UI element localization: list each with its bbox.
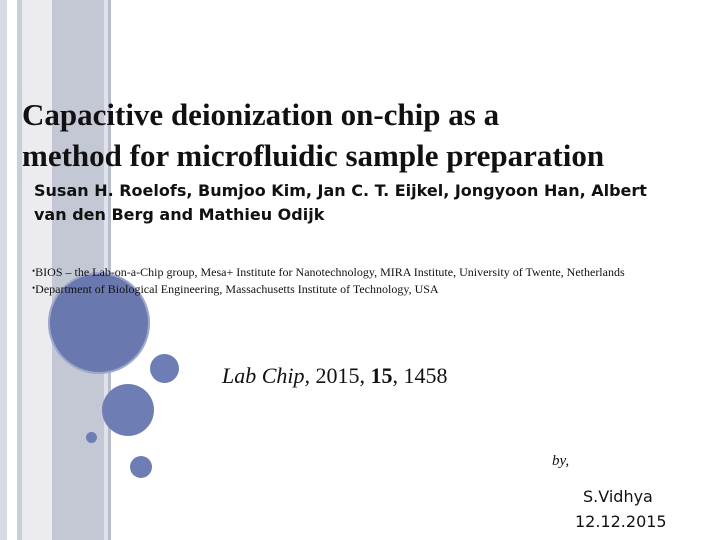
- journal-name: Lab Chip,: [222, 363, 311, 388]
- decorative-stripe: [7, 0, 17, 540]
- decorative-stripe: [0, 0, 7, 540]
- title-line-2: method for microfluidic sample preparation: [22, 138, 605, 173]
- decorative-circle-small: [150, 354, 179, 383]
- bullet-icon: •: [32, 266, 36, 276]
- affiliation-list: [32, 263, 632, 297]
- journal-citation: [222, 360, 448, 392]
- page-number: , 1458: [392, 363, 448, 388]
- volume-number: 15: [370, 363, 393, 388]
- publication-year: 2015,: [315, 363, 366, 388]
- affiliation-item: [32, 263, 632, 280]
- affiliation-text: Department of Biological Engineering, Massachusetts Institute of Technology, USA: [35, 282, 439, 296]
- bullet-icon: •: [32, 283, 36, 293]
- presenter-name: S.Vidhya: [583, 487, 653, 506]
- affiliation-text: BIOS – the Lab-on-a-Chip group, Mesa+ Institute for Nanotechnology, MIRA Institute, University of Twente, Netherlands: [35, 265, 625, 279]
- presentation-date: 12.12.2015: [575, 512, 667, 531]
- decorative-circle-tiny: [86, 432, 97, 443]
- affiliation-item: [32, 280, 632, 297]
- slide-title: [22, 94, 712, 176]
- title-line-1: Capacitive deionization on-chip as a: [22, 97, 500, 132]
- decorative-circle-medium: [102, 384, 154, 436]
- author-list: Susan H. Roelofs, Bumjoo Kim, Jan C. T. Eijkel, Jongyoon Han, Albert van den Berg and Mathieu Odijk: [34, 181, 647, 224]
- by-label: by,: [552, 453, 570, 469]
- decorative-circle-small: [130, 456, 152, 478]
